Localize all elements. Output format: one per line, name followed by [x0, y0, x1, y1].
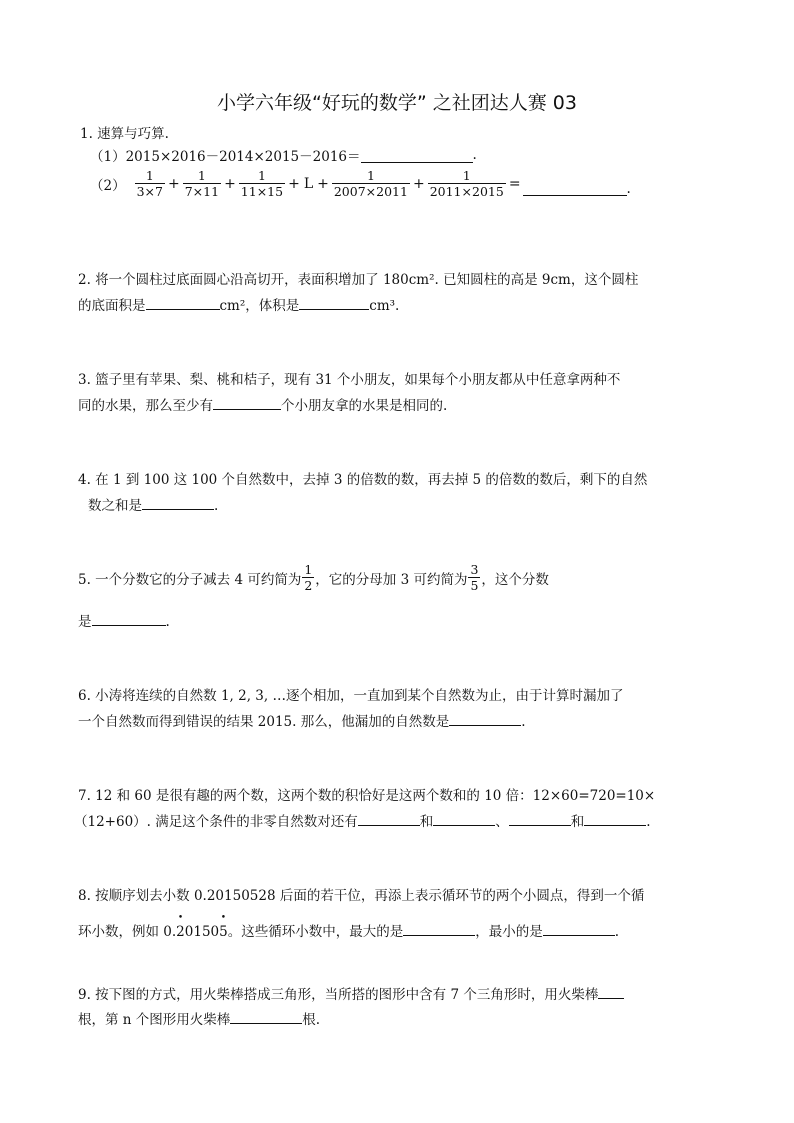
q6-text: .: [521, 714, 526, 730]
q5-text: ，它的分母加 3 可约简为: [315, 571, 468, 588]
plus-sign: +: [167, 175, 180, 192]
numerator: 1: [135, 168, 165, 184]
q8-text: 0150: [184, 924, 220, 940]
page-title: 小学六年级“好玩的数学” 之社团达人赛 03: [217, 92, 577, 114]
q9-blank-1[interactable]: [598, 984, 624, 999]
q9-line2: [78, 1008, 320, 1028]
fraction: [468, 562, 480, 593]
numerator: 3: [470, 562, 479, 577]
repeating-digit-start: • 2: [176, 924, 185, 940]
q7-blank-4[interactable]: [584, 811, 646, 826]
q1-part2-period: .: [626, 180, 631, 197]
denominator: 2011×2015: [429, 184, 504, 199]
q3-answer-blank[interactable]: [213, 395, 281, 410]
q8-line1: 8. 按顺序划去小数 0.20150528 后面的若干位，再添上表示循环节的两个小圆点，得到一个循: [78, 888, 645, 904]
numerator: 1: [183, 168, 221, 184]
q5-answer-blank[interactable]: [92, 611, 166, 626]
q6-answer-blank[interactable]: [449, 711, 521, 726]
q7-line2: [74, 810, 651, 830]
q7-blank-2[interactable]: [433, 811, 495, 826]
q1-part1-label: （1）: [90, 149, 126, 165]
q8-text: ，最小的是: [475, 924, 543, 940]
q3-text: 个小朋友拿的水果是相同的.: [281, 398, 448, 414]
q1-part1-period: .: [472, 147, 477, 163]
q3-line2: [78, 394, 447, 414]
q4-text: 数之和是: [88, 498, 142, 514]
q6-text: 一个自然数而得到错误的结果 2015. 那么，他漏加的自然数是: [78, 714, 450, 730]
numerator: 1: [332, 168, 410, 184]
q1-heading: 1. 速算与巧算.: [80, 126, 169, 142]
q5-text: .: [165, 614, 170, 630]
q2-text: cm²，体积是: [219, 298, 300, 314]
q8-line2: [78, 920, 619, 940]
q9-line1: [78, 983, 624, 1003]
q5-text: 5. 一个分数它的分子减去 4 可约简为: [78, 571, 302, 588]
fraction: [332, 168, 410, 199]
q6-line1: 6. 小涛将连续的自然数 1, 2, 3, …逐个相加，一直加到某个自然数为止，由于计算时漏加了: [78, 688, 624, 704]
plus-sign: +: [317, 175, 329, 192]
numerator: 1: [304, 562, 313, 577]
fraction: [183, 168, 221, 199]
q2-line2: [78, 294, 399, 314]
numerator: 1: [239, 168, 285, 184]
plus-sign: +: [412, 175, 425, 192]
q4-text: .: [214, 498, 219, 514]
denominator: 2: [304, 578, 313, 593]
plus-sign: +: [224, 175, 236, 192]
q8-text: .: [614, 924, 620, 940]
fraction: [428, 168, 506, 199]
equals-sign: =: [508, 175, 521, 192]
fraction: [302, 562, 314, 593]
q2-line1: 2. 将一个圆柱过底面圆心沿高切开，表面积增加了 180cm². 已知圆柱的高是 9cm，这个圆柱: [78, 272, 639, 288]
q7-text: （12+60）. 满足这个条件的非零自然数对还有: [74, 814, 358, 830]
q2-text: cm³.: [369, 298, 400, 314]
q3-line1: 3. 篮子里有苹果、梨、桃和桔子，现有 31 个小朋友，如果每个小朋友都从中任意拿两种不: [78, 372, 621, 388]
q1-part1-expression: 2015×2016－2014×2015－2016＝: [125, 149, 361, 165]
q8-max-blank[interactable]: [403, 921, 475, 936]
q7-text: 和: [570, 814, 585, 830]
q7-blank-3[interactable]: [509, 811, 571, 826]
q2-base-area-blank[interactable]: [146, 295, 220, 310]
q5-text: ，这个分数: [481, 571, 549, 588]
q7-text: .: [646, 814, 651, 830]
q9-blank-2[interactable]: [230, 1009, 302, 1024]
q1-part2-label: （2）: [90, 177, 126, 194]
q5-text: 是: [78, 614, 92, 630]
q8-text: 。这些循环小数中，最大的是: [227, 924, 404, 940]
q1-part1: [90, 145, 477, 165]
q6-line2: [78, 710, 526, 730]
q4-answer-blank[interactable]: [142, 495, 214, 510]
q1-part1-answer-blank[interactable]: [361, 148, 473, 163]
denominator: 5: [470, 578, 479, 593]
q7-text: 、: [495, 814, 509, 830]
q8-text: 环小数，例如 0.: [78, 924, 177, 940]
q7-text: 和: [419, 814, 434, 830]
q5-line1: [78, 562, 549, 593]
fraction: [135, 168, 165, 199]
denominator: 11×15: [240, 184, 284, 199]
plus-sign: +: [288, 175, 300, 192]
denominator: 2007×2011: [333, 184, 408, 199]
q2-text: 的底面积是: [78, 298, 146, 314]
q1-part2: [90, 168, 631, 199]
q4-line1: 4. 在 1 到 100 这 100 个自然数中，去掉 3 的倍数的数，再去掉 5 的倍数的数后，剩下的自然: [78, 472, 648, 488]
numerator: 1: [428, 168, 506, 184]
fraction: [239, 168, 285, 199]
q8-min-blank[interactable]: [543, 921, 615, 936]
q9-text: 根.: [302, 1012, 321, 1028]
q3-text: 同的水果，那么至少有: [78, 398, 213, 414]
q4-line2: [88, 494, 218, 514]
q2-volume-blank[interactable]: [299, 295, 369, 310]
ellipsis-symbol: L: [303, 175, 314, 192]
q9-text: 9. 按下图的方式，用火柴棒搭成三角形，当所搭的图形中含有 7 个三角形时，用火柴棒: [78, 987, 599, 1003]
q7-line1: 7. 12 和 60 是很有趣的两个数，这两个数的积恰好是这两个数和的 10 倍：12×60=720=10×: [78, 788, 656, 804]
q7-blank-1[interactable]: [358, 811, 420, 826]
denominator: 7×11: [184, 184, 220, 199]
denominator: 3×7: [136, 184, 163, 199]
repeating-digit-end: • 5: [219, 924, 228, 940]
q9-text: 根，第 n 个图形用火柴棒: [78, 1012, 231, 1028]
q5-line2: [78, 610, 170, 630]
q1-part2-answer-blank[interactable]: [523, 181, 627, 196]
